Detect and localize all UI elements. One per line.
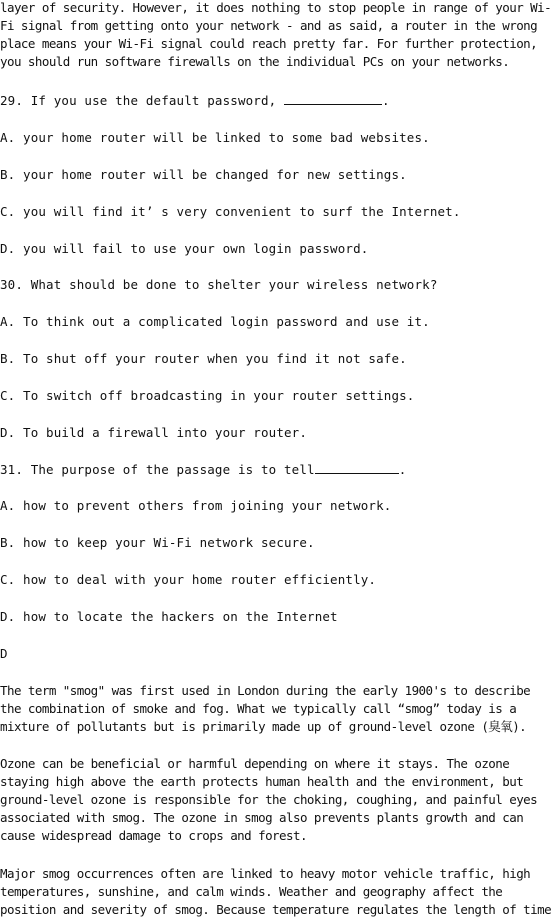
text-line: place means your Wi-Fi signal could reach pretty far. For further protection, — [0, 36, 538, 51]
answer-blank — [284, 92, 382, 105]
option-text: C. how to deal with your home router efficiently. — [0, 572, 377, 587]
question-30 — [0, 276, 554, 294]
option-text: A. your home router will be linked to some bad websites. — [0, 130, 430, 145]
option-text: B. To shut off your router when you find it not safe. — [0, 351, 407, 366]
text-line: The term "smog" was first used in London during the early 1900's to describe — [0, 683, 531, 698]
question-stem — [0, 461, 554, 479]
text-line: Major smog occurrences often are linked to heavy motor vehicle traffic, high — [0, 866, 531, 881]
option-text: A. how to prevent others from joining your network. — [0, 498, 392, 513]
question-stem — [0, 92, 554, 110]
option-text: A. To think out a complicated login password and use it. — [0, 314, 430, 329]
option-text: D. To build a firewall into your router. — [0, 425, 308, 440]
option-text: C. you will find it’ s very convenient to surf the Internet. — [0, 204, 461, 219]
option-31-c — [0, 571, 554, 589]
option-30-b — [0, 350, 554, 368]
question-29 — [0, 92, 554, 110]
question-stem-text: 29. If you use the default password, — [0, 93, 284, 108]
text-line: cause widespread damage to crops and forest. — [0, 828, 307, 843]
option-29-c — [0, 203, 554, 221]
option-text: D. you will fail to use your own login password. — [0, 241, 369, 256]
question-31 — [0, 461, 554, 479]
option-29-a — [0, 129, 554, 147]
answer-blank — [315, 461, 399, 474]
text-line: layer of security. However, it does nothing to stop people in range of your Wi- — [0, 0, 552, 15]
paragraph-d1 — [0, 682, 554, 736]
option-30-c — [0, 387, 554, 405]
text-line: Fi signal from getting onto your network - and as said, a router in the wrong — [0, 18, 538, 33]
text-line: position and severity of smog. Because temperature regulates the length of time — [0, 902, 552, 917]
text-line: associated with smog. The ozone in smog also prevents plants growth and can — [0, 810, 524, 825]
paragraph-top — [0, 0, 554, 71]
text-line: you should run software firewalls on the individual PCs on your networks. — [0, 54, 510, 69]
text-line: Ozone can be beneficial or harmful depending on where it stays. The ozone — [0, 756, 510, 771]
option-text: C. To switch off broadcasting in your router settings. — [0, 388, 415, 403]
paragraph-d2 — [0, 755, 554, 845]
question-stem-end: . — [382, 93, 390, 108]
paragraph-d3 — [0, 865, 554, 919]
text-line: staying high above the earth protects human health and the environment, but — [0, 774, 524, 789]
option-31-a — [0, 497, 554, 515]
option-31-d — [0, 608, 554, 626]
text-line: temperatures, sunshine, and calm winds. Weather and geography affect the — [0, 884, 503, 899]
option-30-a — [0, 313, 554, 331]
section-label — [0, 645, 554, 663]
option-31-b — [0, 534, 554, 552]
option-text: D. how to locate the hackers on the Internet — [0, 609, 338, 624]
option-text: B. your home router will be changed for new settings. — [0, 167, 407, 182]
section-letter: D — [0, 646, 8, 661]
option-29-d — [0, 240, 554, 258]
text-line: the combination of smoke and fog. What we typically call “smog” today is a — [0, 701, 517, 716]
option-text: B. how to keep your Wi-Fi network secure. — [0, 535, 315, 550]
text-line: ground-level ozone is responsible for the choking, coughing, and painful eyes — [0, 792, 538, 807]
question-stem-end: . — [398, 462, 407, 477]
text-line: mixture of pollutants but is primarily made up of ground-level ozone (臭氧). — [0, 719, 527, 734]
option-29-b — [0, 166, 554, 184]
question-stem-text: 31. The purpose of the passage is to tell — [0, 462, 315, 477]
option-30-d — [0, 424, 554, 442]
question-stem: 30. What should be done to shelter your wireless network? — [0, 277, 438, 292]
